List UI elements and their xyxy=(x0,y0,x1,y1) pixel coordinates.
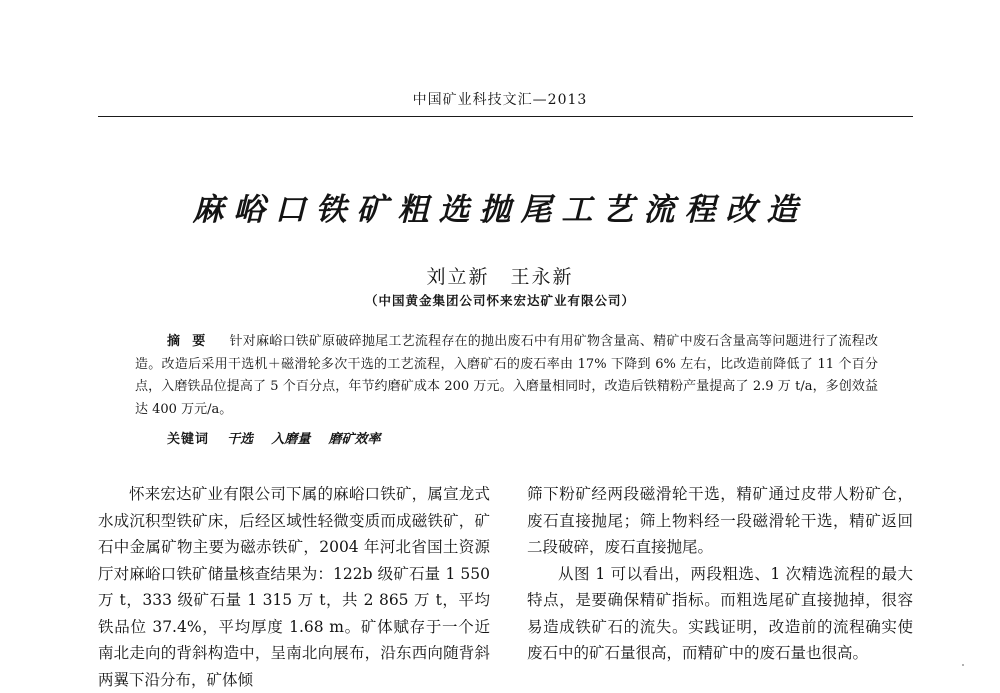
keywords xyxy=(167,428,394,447)
body-paragraph: 从图 1 可以看出，两段粗选、1 次精选流程的最大特点，是要确保精矿指标。而粗选尾矿直接抛掉，很容易造成铁矿石的流失。实践证明，改造前的流程确实使废石中的矿石量很高，而精矿中的废石量也很高。 xyxy=(527,564,913,662)
keyword: 干选 xyxy=(227,432,254,447)
running-header: 中国矿业科技文汇—2013 xyxy=(412,92,588,108)
body-paragraph: 怀来宏达矿业有限公司下属的麻峪口铁矿，属宣龙式水成沉积型铁矿床，后经区域性轻微变质而成磁铁矿，矿石中金属矿物主要为磁赤铁矿，2004 年河北省国土资源厅对麻峪口铁矿储量核查结果为：122b 级矿石量 1 550 万 t，333 级矿石量 1 315 万 t，共 2 865 万 t，平均铁品位 37.4%，平均厚度 1.68 m。矿体赋存于一个近南北走向的背斜构造中，呈南北向展布，沿东西向随背斜两翼下沿分布，矿体倾 xyxy=(98,485,490,689)
body-right-column xyxy=(527,481,913,667)
body-left-column xyxy=(98,481,490,693)
abstract xyxy=(135,331,878,421)
abstract-label: 摘要 xyxy=(167,334,218,349)
keyword: 磨矿效率 xyxy=(328,432,381,447)
article-authors: 刘立新 王永新 xyxy=(426,266,574,288)
article-title: 麻峪口铁矿粗选抛尾工艺流程改造 xyxy=(192,192,808,228)
body-paragraph: 筛下粉矿经两段磁滑轮干选，精矿通过皮带人粉矿仓，废石直接抛尾；筛上物料经一段磁滑轮干选，精矿返回二段破碎，废石直接抛尾。 xyxy=(527,485,913,556)
header-rule xyxy=(98,116,913,117)
keywords-label: 关键词 xyxy=(167,432,210,447)
scan-speck xyxy=(962,664,964,666)
abstract-text: 针对麻峪口铁矿原破碎抛尾工艺流程存在的抛出废石中有用矿物含量高、精矿中废石含量高等问题进行了流程改造。改造后采用干选机＋磁滑轮多次干选的工艺流程，入磨矿石的废石率由 17% 下降到 6% 左右，比改造前降低了 11 个百分点，入磨铁品位提高了 5 个百分点，年节约磨矿成本 200 万元。入磨量相同时，改造后铁精粉产量提高了 2.9 万 t/a，多创效益达 400 万元/a。 xyxy=(135,334,878,417)
keyword: 入磨量 xyxy=(271,432,311,447)
article-affiliation: （中国黄金集团公司怀来宏达矿业有限公司） xyxy=(364,293,635,308)
